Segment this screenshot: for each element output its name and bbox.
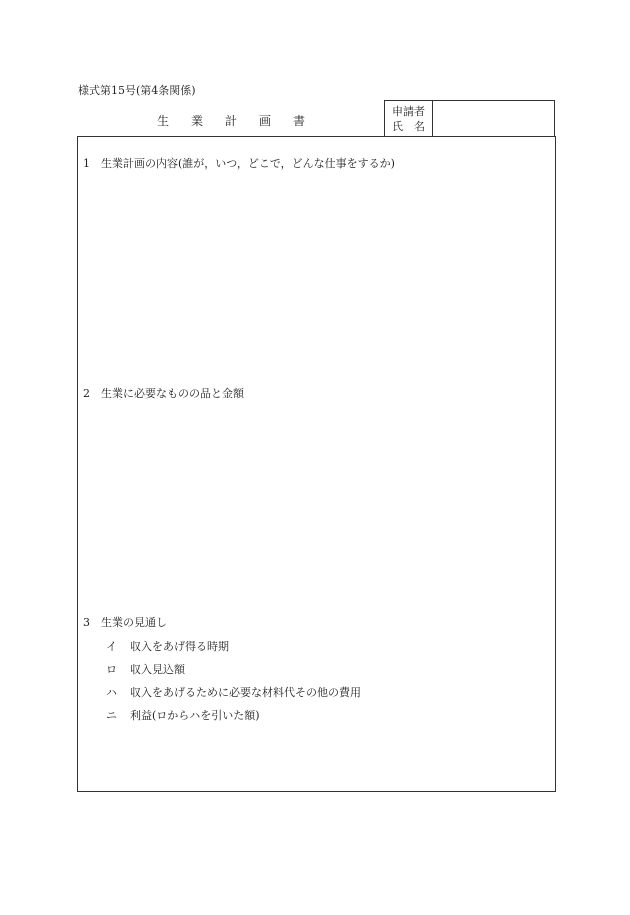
form-number-label: 様式第15号(第4条関係) xyxy=(78,84,196,97)
outlook-item-ha-mark: ハ xyxy=(106,686,117,699)
outlook-item-ro-text: 収入見込額 xyxy=(130,663,185,676)
section-3-text: 生業の見通し xyxy=(101,616,167,629)
document-title: 生業計画書 xyxy=(156,114,327,128)
outlook-item-i xyxy=(106,638,229,654)
outlook-item-i-mark: イ xyxy=(106,640,117,653)
applicant-box xyxy=(384,100,555,137)
outlook-item-i-text: 収入をあげ得る時期 xyxy=(130,640,229,653)
section-2-heading xyxy=(83,385,244,401)
outlook-item-ro xyxy=(106,661,185,677)
section-1-heading xyxy=(83,155,395,171)
outlook-item-ni xyxy=(106,707,260,723)
section-2-text: 生業に必要なものの品と金額 xyxy=(101,387,244,400)
outlook-item-ni-text: 利益(ロからハを引いた額) xyxy=(130,709,260,722)
outlook-item-ha xyxy=(106,684,361,700)
applicant-label-line1: 申請者 xyxy=(392,105,425,118)
outlook-item-ro-mark: ロ xyxy=(106,663,117,676)
section-3-heading xyxy=(83,614,167,630)
section-1-text: 生業計画の内容(誰が，いつ，どこで，どんな仕事をするか) xyxy=(101,157,395,170)
section-2-number: 2 xyxy=(83,387,90,400)
applicant-label-line2: 氏 名 xyxy=(392,120,425,133)
applicant-name-field[interactable] xyxy=(433,101,554,136)
outlook-item-ha-text: 収入をあげるために必要な材料代その他の費用 xyxy=(130,686,361,699)
section-1-number: 1 xyxy=(83,157,90,170)
applicant-label xyxy=(385,101,433,136)
section-3-number: 3 xyxy=(83,616,90,629)
outlook-item-ni-mark: ニ xyxy=(106,709,117,722)
